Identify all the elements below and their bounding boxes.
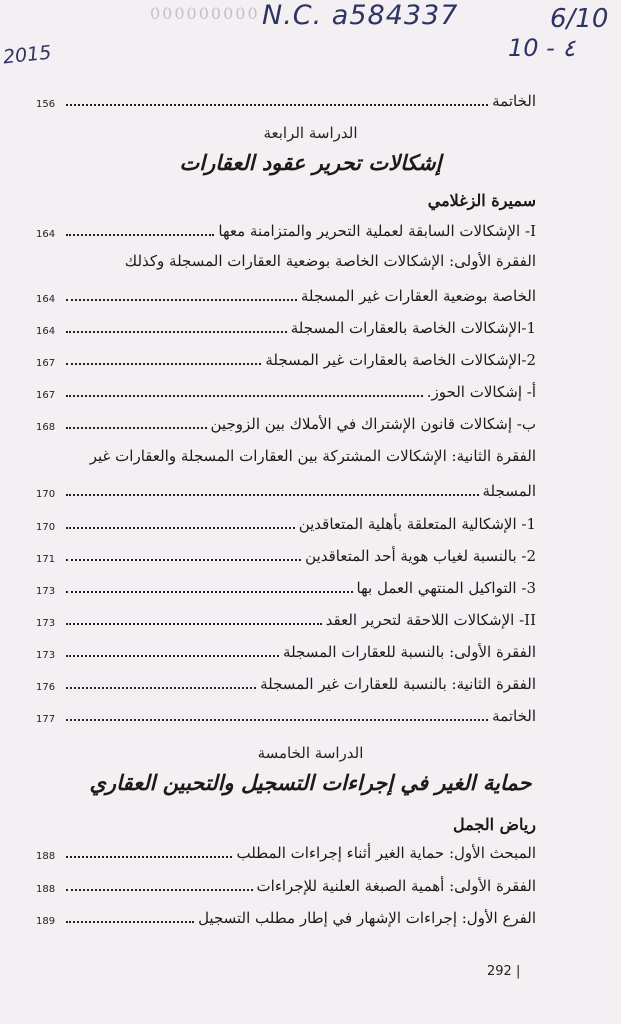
faint-stamp: 000000000 — [150, 4, 260, 23]
toc-entry-text: المسجلة — [482, 482, 536, 500]
toc-leader-dots — [66, 559, 301, 561]
toc-entry-text: الخاتمة — [492, 92, 536, 110]
toc-entry-text: الخاصة بوضعية العقارات غير المسجلة — [300, 287, 536, 305]
toc-leader-dots — [66, 921, 194, 923]
toc-page-number: 171 — [36, 554, 56, 565]
toc-entry-text: I- الإشكالات السابقة لعملية التحرير والمتزامنة معها — [218, 222, 536, 240]
toc-entry — [36, 86, 536, 112]
toc-leader-dots — [66, 527, 295, 529]
toc-leader-dots — [66, 494, 479, 496]
toc-entry — [36, 605, 536, 631]
study-title: حماية الغير في إجراءات التسجيل والتحبين العقاري — [89, 770, 532, 795]
handwritten-reference: N.C. a584337 — [262, 0, 459, 31]
toc-entry — [36, 541, 536, 567]
toc-entry-text: 3- التواكيل المنتهي العمل بها — [356, 579, 536, 597]
toc-entry — [36, 313, 536, 339]
toc-entry-text: 1-الإشكالات الخاصة بالعقارات المسجلة — [290, 319, 536, 337]
toc-page-number: 170 — [36, 522, 56, 533]
toc-entry — [36, 637, 536, 663]
toc-entry — [36, 669, 536, 695]
toc-leader-dots — [66, 363, 261, 365]
toc-entry-text: 1- الإشكالية المتعلقة بأهلية المتعاقدين — [298, 515, 536, 533]
toc-entry — [36, 871, 536, 897]
toc-entry-text: II- الإشكالات اللاحقة لتحرير العقد — [325, 611, 536, 629]
toc-page-number: 168 — [36, 422, 56, 433]
toc-leader-dots — [66, 719, 488, 721]
toc-page-number: 167 — [36, 390, 56, 401]
handwritten-year: 2015 — [1, 41, 53, 69]
toc-page-number: 164 — [36, 326, 56, 337]
toc-leader-dots — [66, 655, 279, 657]
toc-page-number: 177 — [36, 714, 56, 725]
study-number: الدراسة الخامسة — [257, 744, 364, 762]
handwritten-number: 10 - ٤ — [508, 34, 576, 62]
toc-page-number: 189 — [36, 916, 56, 927]
toc-leader-dots — [66, 687, 256, 689]
page-footer-number: 292 | — [487, 964, 521, 979]
toc-entry — [36, 838, 536, 864]
toc-entry — [36, 281, 536, 307]
toc-page-number: 173 — [36, 586, 56, 597]
toc-entry-text: الفقرة الأولى: أهمية الصبغة العلنية للإجراءات — [256, 877, 536, 895]
study-number: الدراسة الرابعة — [263, 124, 358, 142]
toc-leader-dots — [66, 104, 488, 106]
toc-entry-text: أ- إشكالات الحوز. — [426, 383, 536, 401]
toc-page-number: 164 — [36, 229, 56, 240]
toc-entry — [36, 573, 536, 599]
toc-page-number: 176 — [36, 682, 56, 693]
toc-entry-text: الخاتمة — [492, 707, 536, 725]
handwritten-date: 6/10 — [550, 4, 609, 34]
toc-page-number: 156 — [36, 99, 56, 110]
toc-page-number: 188 — [36, 884, 56, 895]
toc-leader-dots — [66, 856, 232, 858]
study-author: سميرة الزغلامي — [427, 191, 536, 210]
toc-entry-text: المبحث الأول: حماية الغير أثناء إجراءات المطلب — [236, 844, 536, 862]
study-title: إشكالات تحرير عقود العقارات — [179, 150, 442, 175]
toc-entry — [36, 216, 536, 242]
study-author: رياض الجمل — [453, 815, 536, 834]
toc-page-number: 188 — [36, 851, 56, 862]
toc-entry — [36, 409, 536, 435]
toc-page-number: 170 — [36, 489, 56, 500]
toc-page-number: 167 — [36, 358, 56, 369]
toc-entry-text: 2- بالنسبة لغياب هوية أحد المتعاقدين — [305, 547, 536, 565]
toc-page-number: 164 — [36, 294, 56, 305]
toc-entry-text: الفرع الأول: إجراءات الإشهار في إطار مطلب التسجيل — [198, 909, 536, 927]
toc-page-number: 173 — [36, 650, 56, 661]
toc-leader-dots — [66, 234, 214, 236]
toc-leader-dots — [66, 299, 297, 301]
toc-entry — [36, 377, 536, 403]
toc-entry — [36, 701, 536, 727]
toc-entry — [36, 345, 536, 371]
toc-leader-dots — [66, 395, 423, 397]
toc-leader-dots — [66, 623, 322, 625]
toc-leader-dots — [66, 427, 207, 429]
toc-leader-dots — [66, 591, 353, 593]
toc-leader-dots — [66, 889, 253, 891]
toc-entry — [36, 509, 536, 535]
toc-entry-text: الفقرة الأولى: بالنسبة للعقارات المسجلة — [283, 643, 536, 661]
toc-entry-text: 2-الإشكالات الخاصة بالعقارات غير المسجلة — [265, 351, 536, 369]
toc-entry-text: ب- إشكالات قانون الإشتراك في الأملاك بين الزوجين — [210, 415, 536, 433]
toc-leader-dots — [66, 331, 287, 333]
toc-page-number: 173 — [36, 618, 56, 629]
toc-entry-text: الفقرة الثانية: بالنسبة للعقارات غير المسجلة — [260, 675, 536, 693]
toc-entry — [36, 476, 536, 502]
toc-entry — [36, 903, 536, 929]
toc-entry-text: الفقرة الأولى: الإشكالات الخاصة بوضعية العقارات المسجلة وكذلك — [124, 252, 536, 270]
toc-entry-text: الفقرة الثانية: الإشكالات المشتركة بين العقارات المسجلة والعقارات غير — [89, 447, 536, 465]
